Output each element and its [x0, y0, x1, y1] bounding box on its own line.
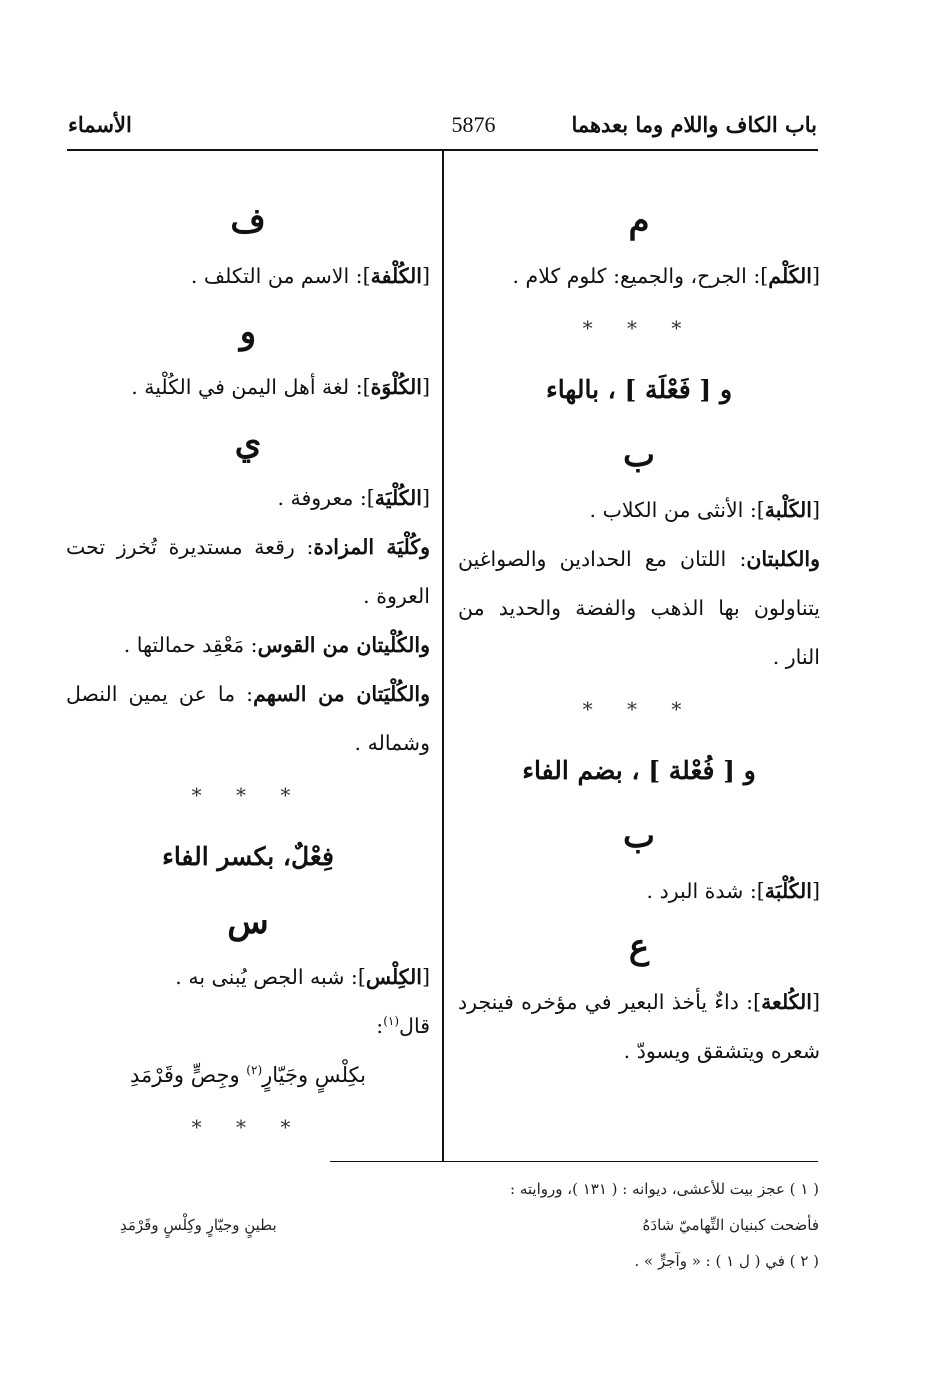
- definition-kulyat-mazada: : رقعة مستديرة تُخرز تحت العروة .: [66, 535, 430, 608]
- footnote-ref-2: (٢): [246, 1063, 263, 1077]
- letter-heading-sin: س: [227, 902, 269, 942]
- quoted-verse: [66, 1051, 430, 1100]
- headword-kalm: الكَلْم: [768, 264, 812, 288]
- footnote-1: ( ١ ) عجز بيت للأعشى، ديوانه : ( ١٣١ )، وروايته :: [510, 1180, 819, 1198]
- footnote-2: ( ٢ ) في ( ل ١ ) : « وآجرٍّ » .: [634, 1252, 819, 1270]
- right-column: [458, 190, 820, 1076]
- page-number: 5876: [451, 112, 496, 137]
- headword-kulwa: الكُلْوَة: [370, 375, 422, 399]
- quote-intro-colon: :: [376, 1014, 384, 1038]
- verse-part-b: وجِصٍّ وقَرْمَدِ: [130, 1063, 240, 1087]
- quote-intro: [66, 1002, 430, 1051]
- entry-kalba: [الكَلْبة]: الأنثى من الكلاب .: [589, 498, 820, 522]
- pattern-heading-fula: و [ فُعْلة ] ، بضم الفاء: [522, 756, 756, 785]
- definition-kulyatan-qaws: : مَعْقِد حمالتها .: [123, 633, 258, 657]
- section-separator: * * *: [191, 783, 305, 807]
- entry-kulyat-mazada: [66, 523, 430, 621]
- entry-kalbatan: [458, 535, 820, 682]
- section-separator: * * *: [191, 1115, 305, 1139]
- definition-kulfa: : الاسم من التكلف .: [190, 264, 363, 288]
- footnote-ref-1: (١): [383, 1014, 400, 1029]
- headword-kalbatan: والكلبتان: [746, 547, 820, 571]
- letter-heading-ba: ب: [622, 816, 655, 856]
- letter-heading-ya: ي: [234, 423, 262, 463]
- definition-kalba: : الأنثى من الكلاب .: [589, 498, 757, 522]
- pattern-heading-fil: فِعْلٌ، بكسر الفاء: [162, 842, 334, 871]
- footnote-verse-first-half: فأضحت كبنيان التِّهاميّ شادَهُ: [642, 1216, 819, 1234]
- definition-kils: : شبه الجص يُبنى به .: [175, 965, 358, 989]
- section-title: الأسماء: [68, 112, 132, 137]
- definition-kulaa: : داءٌ يأخذ البعير في مؤخره فينجرد شعره ويتشقق ويسودّ .: [458, 990, 820, 1063]
- chapter-title: باب الكاف واللام وما بعدهما: [571, 112, 817, 137]
- letter-heading-waw: و: [239, 312, 257, 352]
- letter-heading-fa: ف: [230, 201, 266, 241]
- entry-kulfa: [الكُلْفة]: الاسم من التكلف .: [190, 264, 430, 288]
- headword-kulyat-mazada: وكُلْيَة المزادة: [313, 535, 430, 559]
- definition-kulya: : معروفة .: [277, 486, 367, 510]
- quote-intro-text: قال: [399, 1014, 430, 1038]
- entry-kalm: [الكَلْم]: الجرح، والجميع: كلوم كلام .: [512, 264, 820, 288]
- definition-kulba: : شدة البرد .: [646, 879, 757, 903]
- section-separator: * * *: [582, 316, 696, 340]
- pattern-heading-fala: و [ فَعْلَة ] ، بالهاء: [545, 375, 733, 404]
- entry-kils: [الكِلْس]: شبه الجص يُبنى به .: [175, 965, 430, 989]
- entry-kulyatan-sahm: [66, 670, 430, 768]
- entry-kulya: [الكُلْيَة]: معروفة .: [277, 486, 430, 510]
- headword-kalba: الكَلْبة: [764, 498, 812, 522]
- definition-kulyatan-sahm: : ما عن يمين النصل وشماله .: [66, 682, 430, 755]
- left-column: [66, 190, 430, 1155]
- headword-kulfa: الكُلْفة: [370, 264, 422, 288]
- entry-kulwa: [الكُلْوَة]: لغة أهل اليمن في الكُلْية .: [131, 375, 430, 399]
- letter-heading-mim: م: [628, 201, 650, 241]
- definition-kalm: : الجرح، والجميع: كلوم كلام .: [512, 264, 761, 288]
- definition-kalbatan: : اللتان مع الحدادين والصواغين يتناولون بها الذهب والفضة والحديد من النار .: [458, 547, 820, 669]
- entry-kulyatan-qaws: [66, 621, 430, 670]
- headword-kulyatan-qaws: والكُلْيتان من القوس: [257, 633, 430, 657]
- definition-kulwa: : لغة أهل اليمن في الكُلْية .: [131, 375, 363, 399]
- verse-part-a: بكِلْسٍ وجَيّارٍ: [262, 1063, 366, 1087]
- footnote-verse-second-half: بطينٍ وجيّارٍ وكِلْسٍ وقَرْمَدِ: [120, 1216, 277, 1234]
- headword-kils: الكِلْس: [365, 965, 422, 989]
- headword-kulya: الكُلْيَة: [374, 486, 422, 510]
- headword-kulba: الكُلْبَة: [764, 879, 812, 903]
- headword-kulyatan-sahm: والكُلْيَتان من السهم: [253, 682, 430, 706]
- headword-kulaa: الكُلعة: [761, 990, 812, 1014]
- column-divider: [442, 151, 444, 1161]
- letter-heading-ayn: ع: [628, 927, 650, 967]
- entry-kulba: [الكُلْبَة]: شدة البرد .: [646, 879, 820, 903]
- letter-heading-ba: ب: [622, 435, 655, 475]
- footnote-rule: [330, 1161, 818, 1162]
- entry-kulaa: [الكُلعة]: داءٌ يأخذ البعير في مؤخره فينجرد شعره ويتشقق ويسودّ .: [458, 990, 820, 1063]
- section-separator: * * *: [582, 697, 696, 721]
